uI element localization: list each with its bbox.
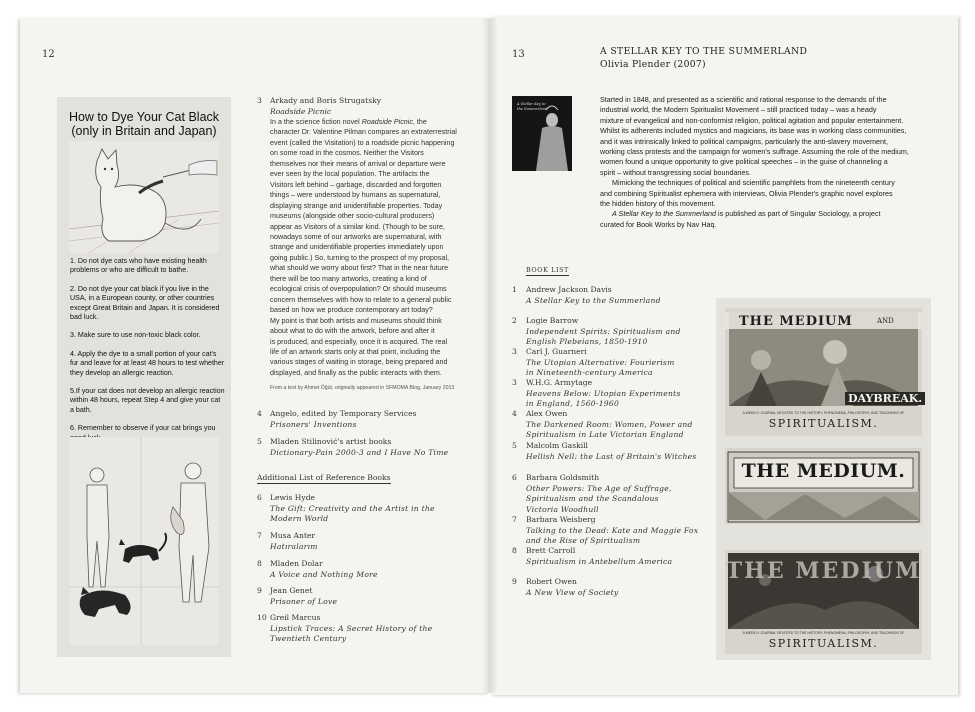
essay-line [270, 284, 470, 294]
cat-title-line2: (only in Britain and Japan) [71, 124, 217, 138]
entry-title: Prisoner of Love [270, 596, 338, 606]
essay-text: themselves nor their means of arrival or departure were [270, 159, 446, 168]
essay-title: Roadside Picnic [270, 106, 332, 116]
entry-number: 8 [257, 559, 262, 568]
intro-text: is published as part of Singular Sociology, a project [716, 209, 881, 219]
book-list-heading: BOOK LIST [526, 266, 569, 274]
essay-text: displaying strange and unidentifiable properties. Today [270, 201, 443, 210]
additional-references-heading: Additional List of Reference Books [257, 473, 391, 482]
essay-text: ecological crisis of overpopulation? Or should museums [270, 285, 447, 294]
entry-title: Talking to the Dead: Kate and Maggie Fox [526, 525, 699, 535]
essay-text: concern themselves with how to relate to a general public [270, 295, 452, 304]
essay-line [270, 180, 470, 190]
entry-author: Logie Barrow [526, 316, 579, 325]
plate1-masthead: THE MEDIUM [739, 314, 853, 329]
entry-author: Brett Carroll [526, 546, 576, 555]
entry-title: Spiritualism in Antebellum America [526, 556, 673, 566]
essay-text: things – were understood by humans as supernatural, [270, 191, 441, 200]
cat-step: 3. Make sure to use non-toxic black color. [70, 331, 201, 340]
essay-line [270, 242, 470, 252]
entry-author: Robert Owen [526, 577, 577, 586]
entry-author: Musa Anter [270, 531, 316, 540]
essay-line [270, 222, 470, 232]
entry-author: Barbara Goldsmith [526, 473, 600, 482]
essay-text: ever seen by the local population. The artifacts the [270, 170, 430, 179]
intro-line [600, 209, 938, 219]
plate1-masthead-and: AND [877, 317, 894, 325]
spiritualism-plates-image [716, 298, 931, 660]
essay-line [270, 316, 470, 326]
essay-text: appear as Visitors of a similar kind. (Though to be sure, [270, 222, 445, 231]
book-cover-image [512, 96, 572, 171]
medium-daybreak-plate [725, 308, 922, 436]
entry-number: 5 [257, 437, 262, 446]
essay-text: museums (alongside other socio-cultural producers) [270, 212, 435, 221]
entry-number: 1 [512, 285, 517, 294]
essay-line [270, 117, 470, 127]
entry-title: Spiritualism in Late Victorian England [526, 430, 684, 440]
plate3-footer: SPIRITUALISM. [768, 637, 879, 650]
essay-line [270, 211, 470, 221]
entry-title: The Gift: Creativity and the Artist in the [270, 503, 435, 513]
entry-number: 4 [257, 409, 262, 418]
page-number-left: 12 [42, 49, 55, 60]
entry-title: A Voice and Nothing More [270, 569, 378, 579]
plate3-caption: A WEEKLY JOURNAL DEVOTED TO THE HISTORY, PHENOMENA, PHILOSOPHY, AND TEACHINGS OF [742, 631, 905, 635]
article-title: A STELLAR KEY TO THE SUMMERLAND [600, 46, 808, 57]
entry-title: Lipstick Traces: A Secret History of the [270, 623, 433, 633]
cat-dye-steps [70, 257, 225, 452]
plate1-banner: DAYBREAK. [845, 392, 925, 405]
page-number-right: 13 [512, 49, 525, 60]
intro-inline-title: A Stellar Key to the Summerland [612, 209, 717, 219]
entry-author: Greil Marcus [270, 613, 321, 622]
essay-text: Visitors left behind – garbage, discarded and forgotten [270, 180, 442, 189]
entry-author: Angelo, edited by Temporary Services [270, 409, 417, 418]
entry-author: Andrew Jackson Davis [526, 285, 612, 294]
essay-text: My point is that both artists and museums should think [270, 316, 442, 325]
essay-line [270, 347, 470, 357]
essay-line [270, 253, 470, 263]
cover-title-line2: the Summerland [517, 106, 548, 111]
essay-text: In a the science fiction novel [270, 118, 362, 126]
essay-line [270, 190, 470, 200]
entry-number: 10 [257, 613, 267, 622]
essay-text: on some road in the cosmos. Neither the Visitors [270, 149, 424, 158]
entry-number: 5 [512, 441, 517, 450]
intro-line: Started in 1848, and presented as a scientific and rational response to the demands of the [600, 95, 887, 104]
intro-line: and it was intrinsically linked to political campaigns, particularly the anti-slavery movement, [600, 136, 889, 146]
entry-author: Malcolm Gaskill [526, 441, 588, 450]
essay-line [270, 127, 470, 137]
entry-title: Dictionary-Pain 2000-3 and I Have No Time [270, 447, 449, 457]
entry-author: Mladen Dolar [270, 559, 323, 568]
entry-title: in Nineteenth-century America [526, 368, 653, 378]
intro-line: Whilst its adherents included mystics and magicians, its base was in working class communities, [600, 126, 907, 136]
entry-title: English Plebeians, 1850-1910 [526, 337, 648, 347]
essay-line [270, 337, 470, 347]
essay-text: nowadays some of our artworks are supernatural, with [270, 232, 442, 241]
entry-title: Prisoners' Inventions [270, 419, 357, 429]
cat-step: 4. Apply the dye to a small portion of your cat's fur and leave for at least 48 hours to test whether they develop an allergic reaction. [70, 349, 225, 377]
essay-line [270, 169, 470, 179]
plate1-caption: A WEEKLY JOURNAL DEVOTED TO THE HISTORY, PHENOMENA, PHILOSOPHY, AND TEACHINGS OF [742, 411, 905, 415]
cat-step: 2. Do not dye your cat black if you live in the USA, in a European county, or other countries except Great Britain and Japan. It is considered bad luck. [70, 284, 220, 322]
essay-text: is produced, and especially, once it is acquired. The real [270, 337, 448, 346]
entry-number: 2 [512, 316, 517, 325]
essay-line [270, 159, 470, 169]
cat-step: 1. Do not dye cats who have existing health problems or who are difficult to bathe. [70, 257, 207, 275]
essay-line [270, 357, 470, 367]
cat-sketch-icon [69, 141, 219, 253]
entry-title: and the Rise of Spiritualism [526, 536, 641, 546]
cat-illustration-bottom [69, 437, 219, 645]
intro-line: Mimicking the techniques of political and scientific pamphlets from the nineteenth century [612, 178, 895, 188]
entry-title: Hatıralarım [270, 541, 318, 551]
essay-text: , the [412, 118, 427, 126]
entry-author: Jean Genet [270, 586, 313, 595]
entry-number: 9 [512, 577, 517, 586]
entry-number: 3 [512, 378, 517, 387]
entry-number: 6 [257, 493, 262, 502]
people-and-cats-sketch-icon [69, 437, 219, 645]
entry-author: W.H.G. Armytage [526, 378, 593, 387]
entry-title: Independent Spirits: Spiritualism and [526, 326, 681, 336]
essay-text: based on how we produce contemporary art today? [270, 306, 433, 315]
entry-number: 7 [257, 531, 262, 540]
book-gutter [482, 18, 498, 693]
entry-title: in England, 1560-1960 [526, 399, 620, 409]
entry-author: Mladen Stilinović's artist books [270, 437, 392, 446]
essay-credit: From a text by Ahmet Öğüt, originally appeared in SFMOMA Blog, January 2013 [270, 385, 455, 391]
entry-number: 4 [512, 409, 517, 418]
article-intro [600, 95, 938, 230]
entry-author: Carl J. Guarneri [526, 347, 587, 356]
entry-number: 6 [512, 473, 517, 482]
entry-title: The Darkened Room: Women, Power and [526, 419, 693, 429]
essay-author: Arkady and Boris Strugatsky [270, 96, 382, 105]
essay-line [270, 305, 470, 315]
cat-step: 5.If your cat does not develop an allergic reaction within 48 hours, repeat Step 4 and give your cat a bath. [70, 387, 225, 414]
essay-text: various stages of waiting in storage, being prepared and [270, 358, 448, 367]
essay-text: about what to do with the artwork, before and after it [270, 327, 435, 336]
entry-title: Victoria Woodhull [526, 504, 599, 514]
essay-body [270, 117, 470, 378]
essay-text: life of an artwork starts only at that point, including the [270, 347, 441, 356]
cat-title-line1: How to Dye Your Cat Black [68, 110, 220, 124]
entry-author: Barbara Weisberg [526, 515, 596, 524]
essay-text: character Dr. Valentine Pilman compares an extraterrestrial [270, 128, 457, 137]
essay-text: there will be too many artworks, creating a kind of [270, 274, 427, 283]
intro-line: the hidden history of this movement. [600, 199, 716, 209]
entry-number: 9 [257, 586, 262, 595]
essay-text: event (called the Visitation) to a roadside picnic happening [270, 138, 455, 147]
essay-line [270, 274, 470, 284]
cover-title-line1: A Stellar Key to [517, 102, 546, 106]
entry-number: 3 [257, 96, 262, 105]
entry-title: Twentieth Century [270, 634, 347, 644]
entry-title: Modern World [270, 514, 329, 524]
essay-line [270, 138, 470, 148]
intro-line: working class protests and the campaign for women's suffrage. Assuming the role of the medium, [600, 147, 909, 157]
entry-title: Spiritualism and the Scandalous [526, 494, 659, 504]
cat-illustration-top [69, 141, 219, 253]
essay-line [270, 232, 470, 242]
essay-line [270, 201, 470, 211]
entry-author: Alex Owen [526, 409, 568, 418]
entry-number: 8 [512, 546, 517, 555]
entry-title: A New View of Society [526, 587, 619, 597]
entry-number: 3 [512, 347, 517, 356]
plate2-masthead: THE MEDIUM. [741, 460, 906, 482]
intro-line: curated for Book Works by Nav Haq. [600, 219, 717, 229]
intro-line: spirit – without transgressing social boundaries. [600, 167, 752, 177]
essay-inline-title: Roadside Picnic [361, 118, 413, 126]
entry-title: The Utopian Alternative: Fourierism [526, 357, 675, 367]
article-author: Olivia Plender (2007) [600, 59, 706, 70]
essay-line [270, 263, 470, 273]
plate1-footer: SPIRITUALISM. [768, 417, 879, 430]
cat-panel-title [57, 110, 231, 138]
intro-line: mixture of evangelical and non-conformist religion, political agitation and popular entertainment. [600, 115, 904, 125]
essay-line [270, 148, 470, 158]
cat-step: 6. Remember to observe if your cat brings you [70, 424, 216, 433]
medium-dark-plate [725, 550, 922, 654]
the-medium-plate [725, 448, 922, 524]
entry-title: Hellish Nell: the Last of Britain's Witches [526, 451, 697, 461]
entry-title: Other Powers: The Age of Suffrage, [526, 483, 672, 493]
essay-line [270, 295, 470, 305]
essay-line [270, 326, 470, 336]
cat-dye-panel [57, 97, 231, 657]
cover-figure-icon [512, 96, 572, 171]
intro-line: industrial world, the Modern Spiritualist Movement – still practiced today – was a heady [600, 105, 877, 115]
intro-line: women found a unique opportunity to give political speeches – in the guise of channeling a [600, 157, 888, 167]
essay-line [270, 368, 470, 378]
entry-number: 7 [512, 515, 517, 524]
entry-author: Lewis Hyde [270, 493, 316, 502]
intro-line: and combining Spiritualist ephemera with interviews, Olivia Plender's graphic novel explores [600, 188, 893, 198]
plate3-masthead: THE MEDIUM [725, 558, 922, 584]
entry-title: Heavens Below: Utopian Experiments [526, 388, 681, 398]
essay-text: displayed, and finally as the public interacts with them. [270, 368, 442, 377]
entry-title: A Stellar Key to the Summerland [526, 295, 661, 305]
essay-text: strange and unidentifiable properties immediately upon [270, 243, 444, 252]
essay-text: what should we worry about first? That in the near future [270, 264, 449, 273]
essay-text: going public.) So, turning to the prospect of my proposal, [270, 253, 450, 262]
